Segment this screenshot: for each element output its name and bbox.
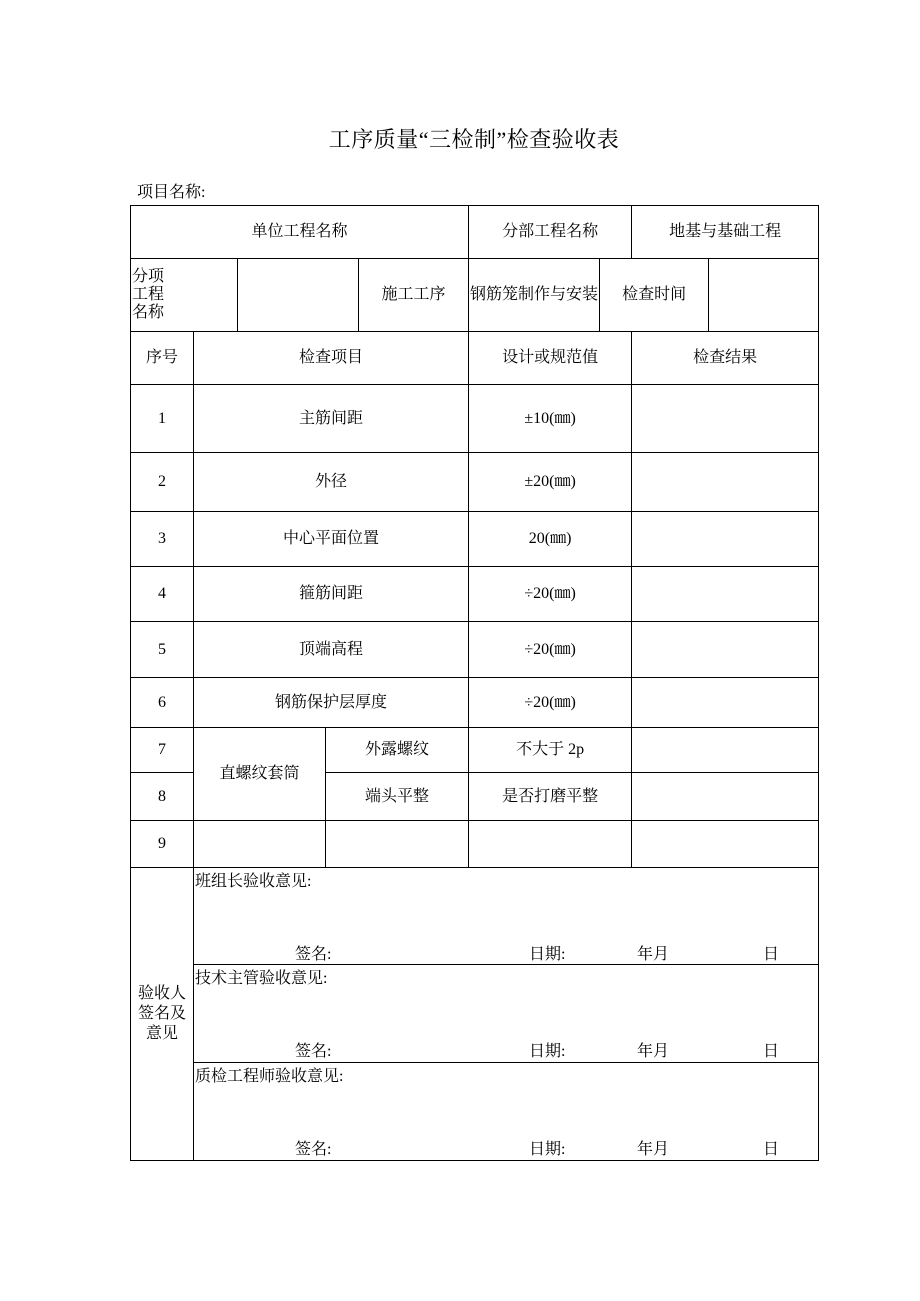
table-row (131, 728, 819, 773)
row-standard: ÷20(㎜) (469, 622, 632, 678)
row-item: 中心平面位置 (194, 512, 469, 567)
column-header-no: 序号 (131, 332, 194, 385)
sleeve-group-label: 直螺纹套筒 (194, 728, 326, 821)
subitem-value (238, 259, 359, 332)
opinion-title: 班组长验收意见: (195, 873, 312, 890)
acceptance-row (131, 965, 819, 1063)
inspection-time-value (709, 259, 819, 332)
row-standard: ±10(㎜) (469, 385, 632, 453)
date-label: 日期: (529, 946, 566, 963)
row-no: 4 (131, 567, 194, 622)
inspection-form-table (130, 205, 819, 1161)
row-standard: 20(㎜) (469, 512, 632, 567)
process-label: 施工工序 (359, 259, 469, 332)
signature-block (194, 965, 818, 1062)
signature-block (194, 1063, 818, 1160)
row-no: 3 (131, 512, 194, 567)
project-name-label: 项目名称: (137, 184, 206, 201)
row-item: 主筋间距 (194, 385, 469, 453)
blank-cell (469, 821, 632, 868)
day-label: 日 (763, 1043, 780, 1060)
table-row (131, 385, 819, 453)
row-standard: ÷20(㎜) (469, 678, 632, 728)
row-no: 5 (131, 622, 194, 678)
row-no: 6 (131, 678, 194, 728)
table-row (131, 453, 819, 512)
acceptance-row (131, 868, 819, 965)
division-label: 分部工程名称 (469, 206, 632, 259)
year-month-label: 年月 (637, 1043, 670, 1060)
row-result (632, 453, 819, 512)
row-result (632, 567, 819, 622)
blank-cell (632, 821, 819, 868)
year-month-label: 年月 (637, 946, 670, 963)
process-value: 钢筋笼制作与安装 (469, 259, 600, 332)
acceptance-label: 验收人签名及意见 (131, 868, 194, 1161)
row-result (632, 622, 819, 678)
row-result (632, 512, 819, 567)
opinion-title: 质检工程师验收意见: (195, 1068, 344, 1085)
subitem-label-cell (131, 259, 238, 332)
acceptance-row (131, 1063, 819, 1161)
blank-cell (326, 821, 469, 868)
acceptance-block-team-leader (194, 868, 819, 965)
row-no: 7 (131, 728, 194, 773)
row-no: 1 (131, 385, 194, 453)
row-item: 顶端高程 (194, 622, 469, 678)
inspection-time-label: 检查时间 (600, 259, 709, 332)
acceptance-block-technical-supervisor (194, 965, 819, 1063)
table-row (131, 567, 819, 622)
row-no: 8 (131, 773, 194, 821)
day-label: 日 (763, 946, 780, 963)
header-row-unit (131, 206, 819, 259)
column-header-row (131, 332, 819, 385)
table-row (131, 512, 819, 567)
table-row (131, 678, 819, 728)
table-row (131, 622, 819, 678)
row-item: 钢筋保护层厚度 (194, 678, 469, 728)
unit-project-label: 单位工程名称 (131, 206, 469, 259)
row-standard: ÷20(㎜) (469, 567, 632, 622)
day-label: 日 (763, 1141, 780, 1158)
table-row (131, 821, 819, 868)
row-standard: 不大于 2p (469, 728, 632, 773)
opinion-title: 技术主管验收意见: (195, 970, 328, 987)
blank-cell (194, 821, 326, 868)
division-value: 地基与基础工程 (632, 206, 819, 259)
date-label: 日期: (529, 1043, 566, 1060)
row-no: 2 (131, 453, 194, 512)
row-result (632, 678, 819, 728)
row-result (632, 385, 819, 453)
row-standard: 是否打磨平整 (469, 773, 632, 821)
subitem-label: 分项工程名称 (131, 268, 164, 321)
header-row-subitem (131, 259, 819, 332)
row-item: 外露螺纹 (326, 728, 469, 773)
column-header-result: 检查结果 (632, 332, 819, 385)
year-month-label: 年月 (637, 1141, 670, 1158)
sign-label: 签名: (295, 1141, 332, 1158)
row-item: 箍筋间距 (194, 567, 469, 622)
row-result (632, 773, 819, 821)
row-no: 9 (131, 821, 194, 868)
sign-label: 签名: (295, 1043, 332, 1060)
row-result (632, 728, 819, 773)
date-label: 日期: (529, 1141, 566, 1158)
column-header-standard: 设计或规范值 (469, 332, 632, 385)
row-item: 端头平整 (326, 773, 469, 821)
sign-label: 签名: (295, 946, 332, 963)
row-item: 外径 (194, 453, 469, 512)
column-header-item: 检查项目 (194, 332, 469, 385)
document-title: 工序质量“三检制”检查验收表 (328, 127, 620, 152)
signature-block (194, 868, 818, 964)
row-standard: ±20(㎜) (469, 453, 632, 512)
acceptance-block-quality-engineer (194, 1063, 819, 1161)
